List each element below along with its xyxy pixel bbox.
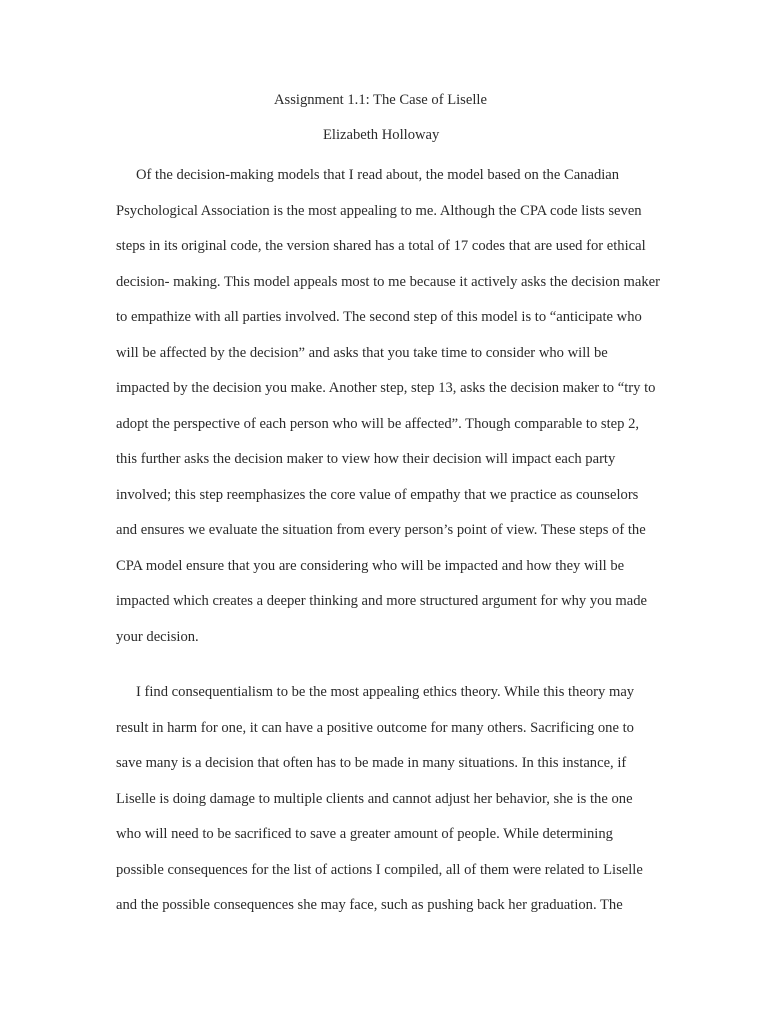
paragraph-line: involved; this step reemphasizes the core value of empathy that we practice as counselors <box>116 487 639 503</box>
paragraph-line: decision- making. This model appeals most to me because it actively asks the decision maker <box>116 274 661 290</box>
document-author: Elizabeth Holloway <box>323 127 440 143</box>
paragraph-line: steps in its original code, the version shared has a total of 17 codes that are used for ethical <box>116 238 646 254</box>
paragraph-first-line: Of the decision-making models that I read about, the model based on the Canadian <box>136 167 620 183</box>
paragraph-line: adopt the perspective of each person who will be affected”. Though comparable to step 2, <box>116 416 640 432</box>
paragraph-line: and the possible consequences she may face, such as pushing back her graduation. The <box>116 897 623 913</box>
paragraph-line: and ensures we evaluate the situation from every person’s point of view. These steps of the <box>116 522 646 538</box>
paragraph-line: impacted by the decision you make. Another step, step 13, asks the decision maker to “try to <box>116 380 656 396</box>
paragraph-line: possible consequences for the list of actions I compiled, all of them were related to Liselle <box>116 862 643 878</box>
paragraph-line: CPA model ensure that you are considering who will be impacted and how they will be <box>116 558 625 574</box>
document-title: Assignment 1.1: The Case of Liselle <box>274 92 487 108</box>
paragraph-line: impacted which creates a deeper thinking and more structured argument for why you made <box>116 593 647 609</box>
paragraph-line: Liselle is doing damage to multiple clients and cannot adjust her behavior, she is the one <box>116 791 633 807</box>
paragraph-line: who will need to be sacrificed to save a greater amount of people. While determining <box>116 826 613 842</box>
paragraph-line: your decision. <box>116 629 199 645</box>
paragraph-line: result in harm for one, it can have a positive outcome for many others. Sacrificing one to <box>116 720 634 736</box>
paragraph-line: Psychological Association is the most appealing to me. Although the CPA code lists seven <box>116 203 642 219</box>
paragraph-line: save many is a decision that often has to be made in many situations. In this instance, if <box>116 755 627 771</box>
paragraph-line: to empathize with all parties involved. The second step of this model is to “anticipate who <box>116 309 642 325</box>
paragraph-first-line: I find consequentialism to be the most appealing ethics theory. While this theory may <box>136 684 635 700</box>
paragraph-line: this further asks the decision maker to view how their decision will impact each party <box>116 451 616 467</box>
paragraph-line: will be affected by the decision” and asks that you take time to consider who will be <box>116 345 608 361</box>
